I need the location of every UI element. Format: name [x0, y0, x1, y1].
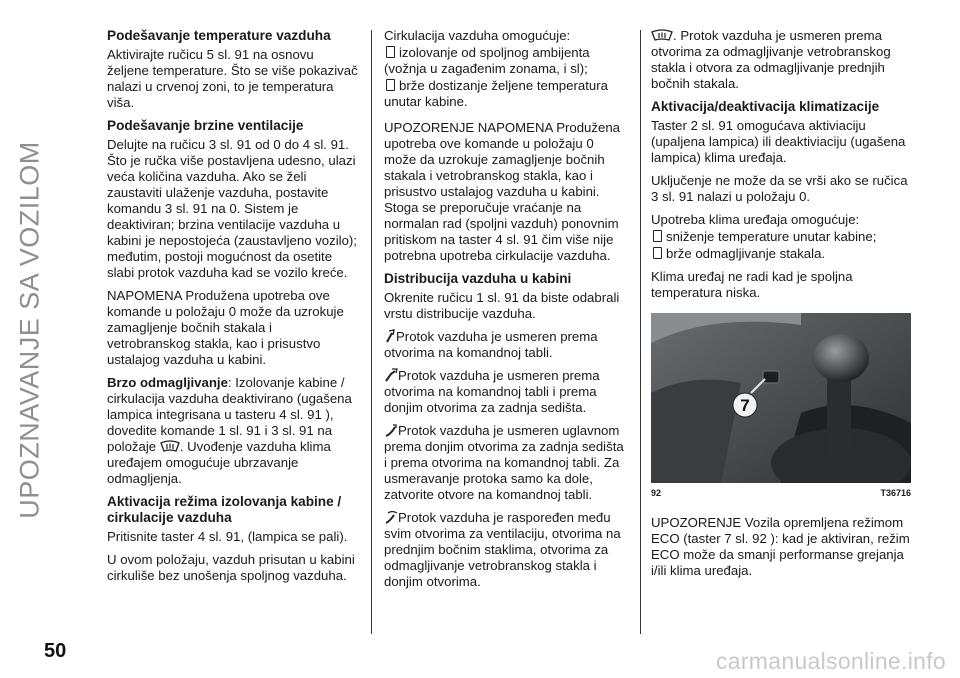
distribution-mode-1: Protok vazduha je usmeren prema otvorima na komandnoj tabli. [384, 329, 598, 360]
paragraph-recirc-2: U ovom položaju, vazduh prisutan u kabini cirkuliše bez unošenja spoljnog vazduha. [107, 552, 355, 583]
list-item: izolovanje od spoljnog ambijenta (vožnja u zagađenim zonama, i sl); [384, 45, 590, 76]
paragraph-recirc-1: Pritisnite taster 4 sl. 91, (lampica se pali). [107, 529, 348, 544]
paragraph-enable: Cirkulacija vazduha omogućuje: [384, 28, 571, 43]
list-item: brže odmagljivanje stakala. [651, 246, 911, 262]
heading-recirculation: Aktivacija režima izolovanja kabine / cirkulacije vazduha [107, 494, 342, 525]
page-number: 50 [44, 640, 67, 662]
column-3 [651, 28, 911, 586]
column-2 [384, 28, 629, 597]
heading-fan-speed: Podešavanje brzine ventilacije [107, 118, 304, 133]
distribution-mode-3: Protok vazduha je usmeren uglavnom prema donjim otvorima za zadnja sedišta i prema otvorima na komandnoj tabli. Za usmeravanje protoka samo ka dole, zatvorite otvore na komandnoj tabli. [384, 423, 624, 502]
heading-air-distribution: Distribucija vazduha u kabini [384, 271, 572, 286]
paragraph-ac-4: Klima uređaj ne radi kad je spoljna temperatura niska. [651, 269, 853, 300]
paragraph-quick-defog: Brzo odmagljivanje: Izolovanje kabine / cirkulacija vazduha deaktivirano (ugašena lampica integrisana u tasteru 4 sl. 91 ), dovedite komande 1 sl. 91 i 3 sl. 91 na položaje . Uvođenje vazduha klima uređajem omogućuje ubrzavanje odmagljenja. [107, 375, 352, 486]
paragraph-note: NAPOMENA Produžena upotreba ove komande u položaju 0 može da uzrokuje zamagljenje bočnih stakala i vetrobranskog stakla, kao i prisustvo ustalajog vazduha u kabini. [107, 288, 344, 367]
paragraph-fan-speed: Delujte na ručicu 3 sl. 91 od 0 do 4 sl. 91. Što je ručka više postavljena udesno, ulazi veća količina vazduha. Ako se želi zaustaviti ulaženje vazduha, postavite komandu 3 sl. 91 na 0. Sistem je deaktiviran; brzina ventilacije vazduha u kabini je nepostojeća (zaustavljeno vozilo); međutim, postoji mogućnost da osetite slabi protok vazduha kad se vozilo kreće. [107, 137, 357, 280]
airflow-face-feet-icon [384, 368, 398, 382]
airflow-feet-icon [384, 423, 398, 437]
windshield-defrost-icon [651, 29, 673, 42]
figure-callout-7: 7 [740, 396, 750, 415]
paragraph-eco-warning: UPOZORENJE Vozila opremljena režimom ECO (taster 7 sl. 92 ): kad je aktiviran, režim ECO može da smanji performanse grejanja i/ili klima uređaja. [651, 515, 910, 578]
column-divider [371, 30, 372, 634]
windshield-defrost-icon [160, 440, 180, 453]
figure-number: 92 [651, 488, 662, 498]
column-1 [107, 28, 359, 591]
paragraph-ac-2: Uključenje ne može da se vrši ako se ručica 3 sl. 91 nalazi u položaju 0. [651, 173, 908, 204]
paragraph-ac-1: Taster 2 sl. 91 omogućava aktiviaciju (upaljena lampica) ili deaktiviaciju (ugašena lampica) klima uređaja. [651, 118, 906, 165]
airflow-all-vents-icon [384, 510, 398, 524]
heading-temperature: Podešavanje temperature vazduha [107, 28, 331, 43]
paragraph-distribution: Okrenite ručicu 1 sl. 91 da biste odabrali vrstu distribucije vazduha. [384, 290, 620, 321]
bullet-box-icon [386, 79, 395, 91]
list-item: sniženje temperature unutar kabine; [651, 229, 911, 245]
figure-code: T36716 [880, 488, 911, 498]
column-divider [640, 30, 641, 634]
list-item: brže dostizanje željene temperatura unutar kabine. [384, 78, 608, 109]
bullet-box-icon [386, 46, 395, 58]
distribution-mode-5: . Protok vazduha je usmeren prema otvorima za odmagljivanje vetrobranskog stakla i otvora za odmagljivanje prednjih bočnih stakala. [651, 28, 891, 91]
paragraph-temperature: Aktivirajte ručicu 5 sl. 91 na osnovu željene temperature. Što se više pokazivač nalazi u crvenoj zoni, to je temperatura viša. [107, 47, 358, 110]
heading-ac-activation: Aktivacija/deaktivacija klimatizacije [651, 99, 880, 114]
bullet-box-icon [653, 230, 662, 242]
quick-defog-label: Brzo odmagljivanje [107, 375, 228, 390]
airflow-face-icon [384, 329, 396, 343]
distribution-mode-4: Protok vazduha je raspoređen među svim otvorima za ventilaciju, otvorima na prednjim bočnim staklima, otvorima za odmagljivanje vetrobranskog stakla i donjim otvorima. [384, 510, 621, 589]
paragraph-ac-3: Upotreba klima uređaja omogućuje: [651, 212, 860, 227]
watermark: carmanualsonline.info [715, 648, 946, 674]
paragraph-warning: UPOZORENJE NAPOMENA Produžena upotreba ove komande u položaju 0 može da uzrokuje zamagljenje bočnih stakala i vetrobranskog stakla, kao i prisustvo ustalajog vazduha u kabini. Stoga se preporučuje vraćanje na normalan rad (spoljni vazduh) ponovnim pritiskom na taster 4 sl. 91 čim više nije potrebna upotreba cirkulacije vazduha. [384, 120, 620, 263]
bullet-box-icon [653, 247, 662, 259]
figure-92-photo [651, 313, 911, 483]
distribution-mode-2: Protok vazduha je usmeren prema otvorima na komandnoj tabli i prema donjim otvorima za zadnja sedišta. [384, 368, 600, 415]
figure-caption [651, 485, 911, 501]
